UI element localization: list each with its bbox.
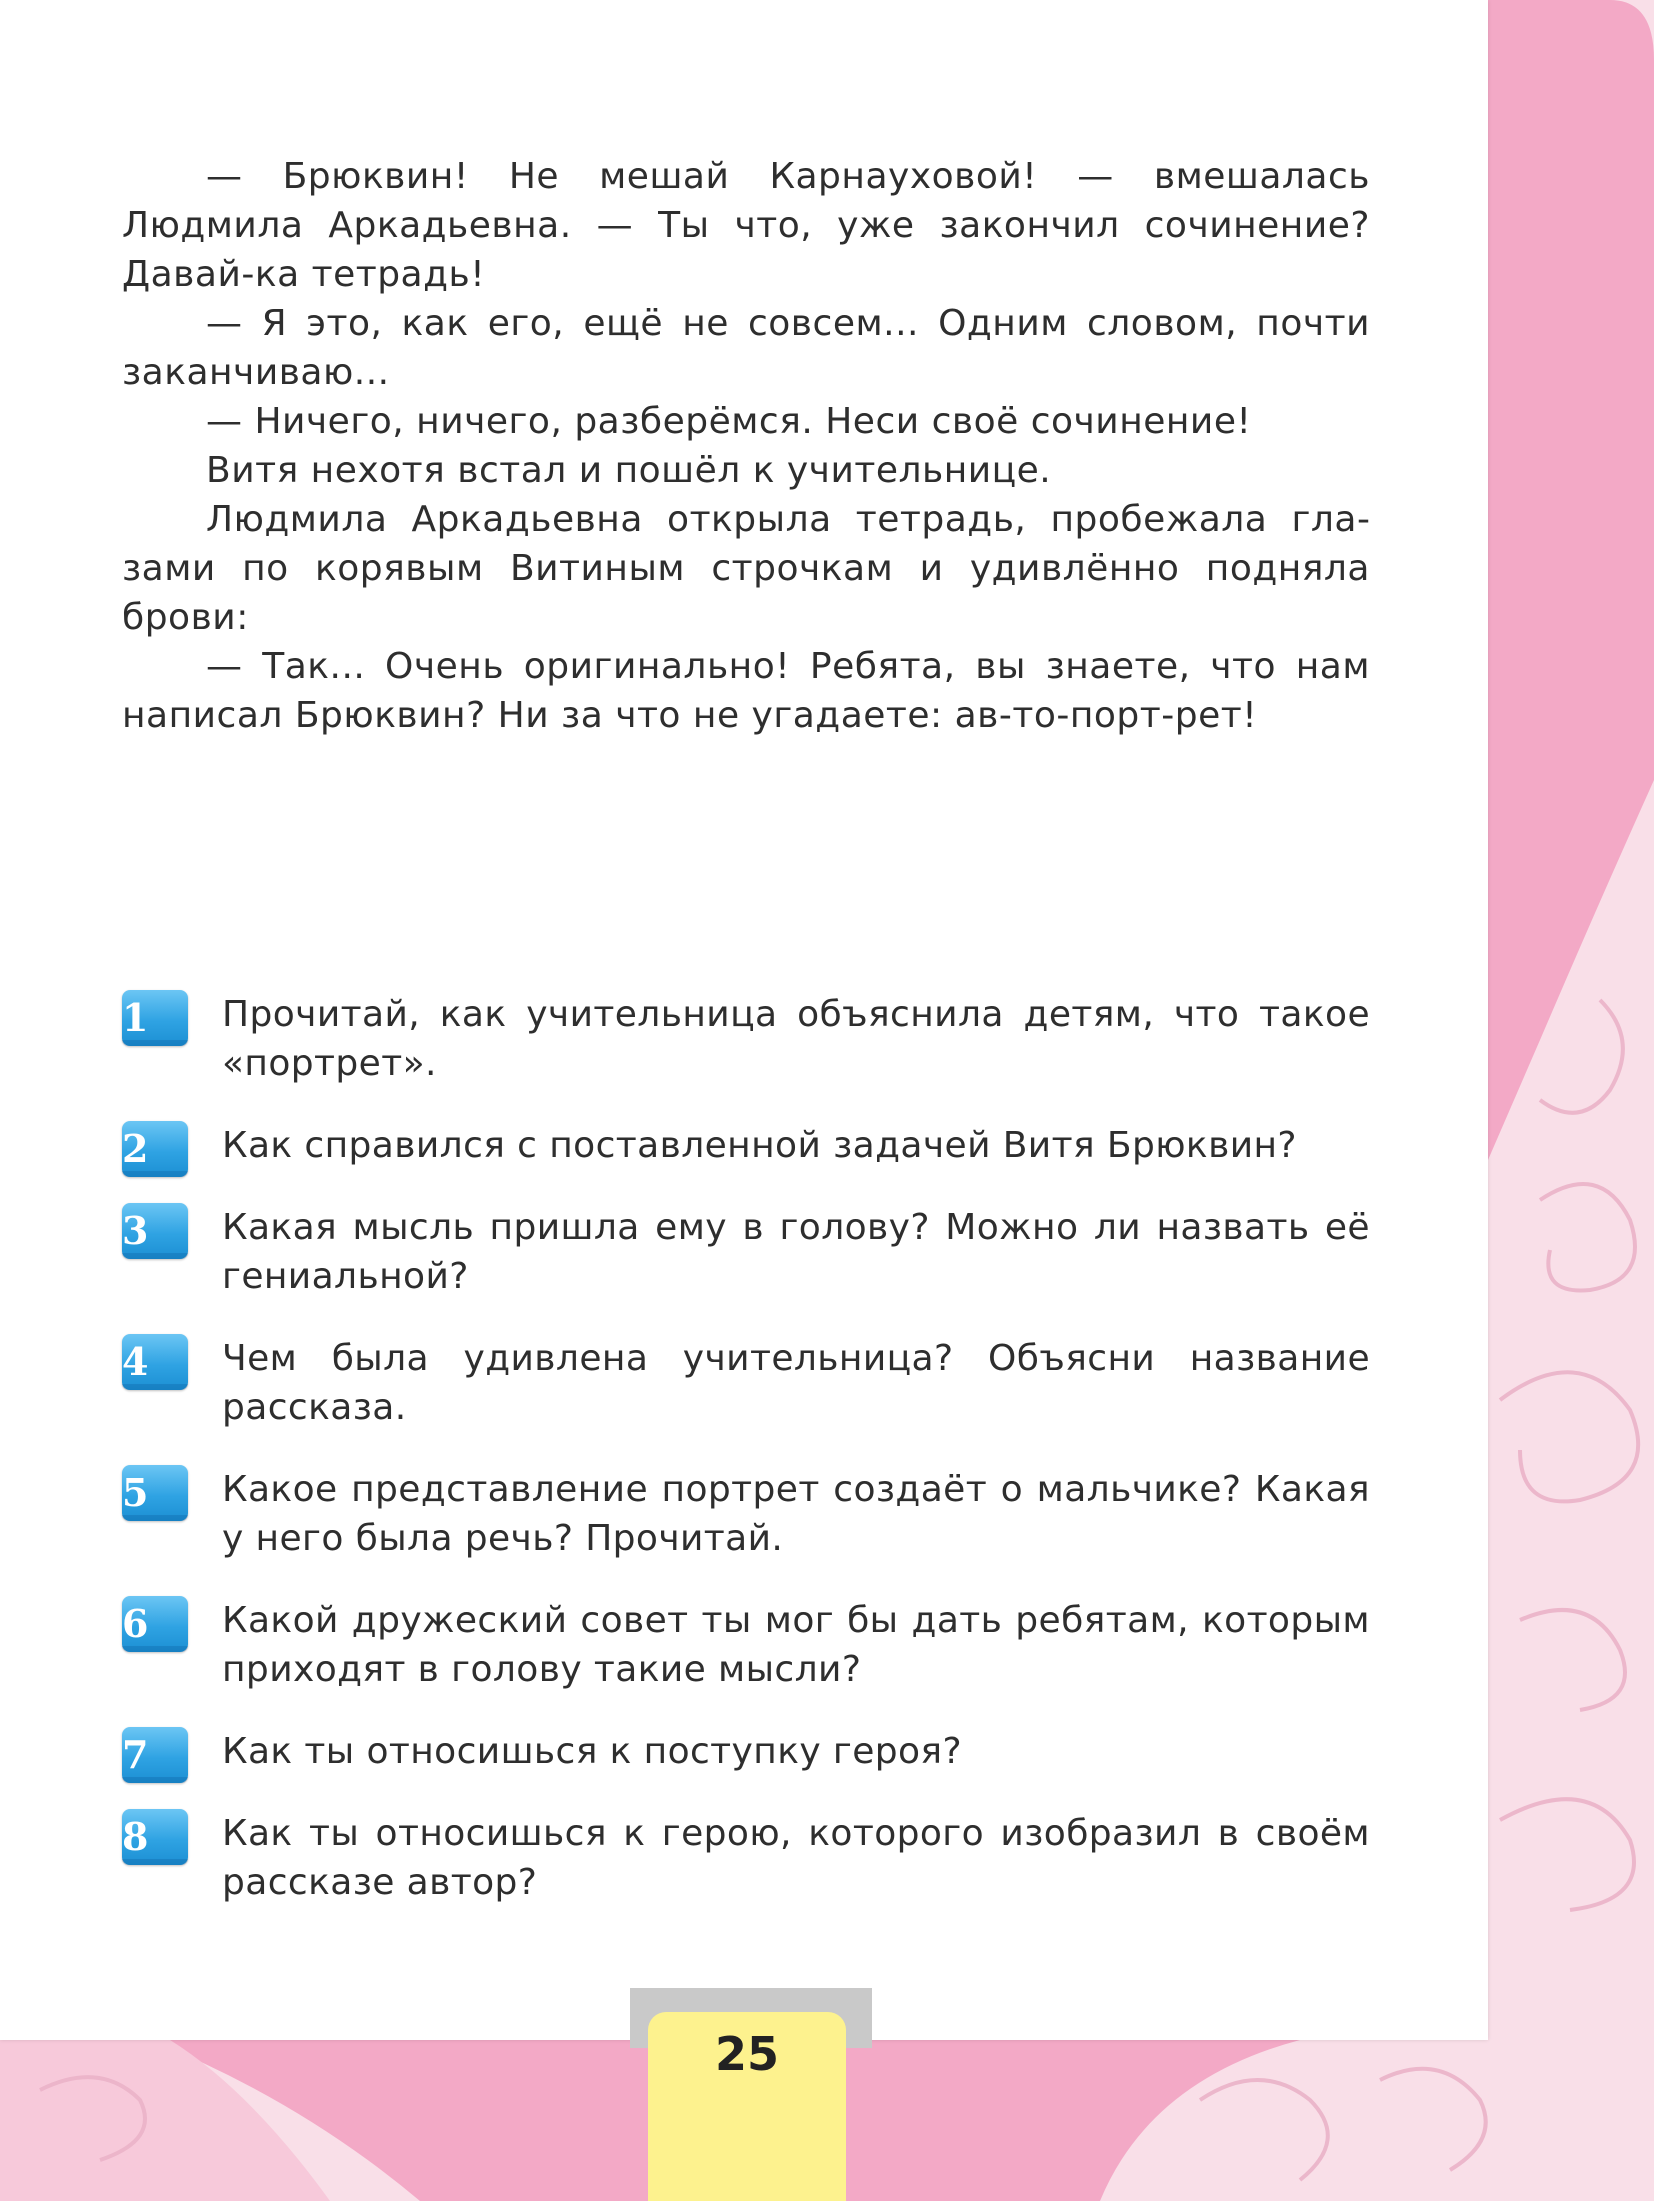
- question-text: Какое представление портрет создаёт о мальчике? Какая у него была речь? Прочитай.: [222, 1469, 1370, 1559]
- question-item: [122, 1727, 1370, 1776]
- question-text: Какая мысль пришла ему в голову? Можно ли назвать её гениальной?: [222, 1207, 1370, 1297]
- question-number-badge: 3: [122, 1203, 188, 1259]
- question-item: [122, 1809, 1370, 1907]
- page-number: 25: [648, 2012, 846, 2201]
- question-item: [122, 1121, 1370, 1170]
- question-item: [122, 1465, 1370, 1563]
- question-number-badge: 7: [122, 1727, 188, 1783]
- question-number-badge: 5: [122, 1465, 188, 1521]
- question-number-badge: 1: [122, 990, 188, 1046]
- question-text: Как ты относишься к поступку героя?: [222, 1731, 962, 1772]
- story-paragraph: Витя нехотя встал и пошёл к учительнице.: [206, 450, 1052, 491]
- question-item: [122, 990, 1370, 1088]
- story-paragraph: — Я это, как его, ещё не совсем... Одним словом, почти заканчиваю...: [122, 303, 1370, 393]
- question-text: Как справился с поставленной задачей Витя Брюквин?: [222, 1125, 1297, 1166]
- story-paragraph: — Брюквин! Не мешай Карнауховой! — вмешалась Людмила Аркадьевна. — Ты что, уже закончил сочинение? Давай-ка тетрадь!: [122, 156, 1370, 295]
- question-item: [122, 1596, 1370, 1694]
- question-number-badge: 4: [122, 1334, 188, 1390]
- question-number-badge: 8: [122, 1809, 188, 1865]
- question-item: [122, 1203, 1370, 1301]
- story-paragraph: — Ничего, ничего, разберёмся. Неси своё сочинение!: [206, 401, 1252, 442]
- question-number-badge: 6: [122, 1596, 188, 1652]
- question-text: Какой дружеский совет ты мог бы дать ребятам, которым приходят в голову такие мысли?: [222, 1600, 1370, 1690]
- question-text: Чем была удивлена учительница? Объясни название рассказа.: [222, 1338, 1370, 1428]
- question-text: Прочитай, как учительница объяснила детям, что такое «портрет».: [222, 994, 1370, 1084]
- question-text: Как ты относишься к герою, которого изобразил в своём рассказе автор?: [222, 1813, 1370, 1903]
- story-text: [122, 152, 1370, 740]
- question-number-badge: 2: [122, 1121, 188, 1177]
- story-paragraph: Людмила Аркадьевна открыла тетрадь, пробежала глазами по корявым Витиным строчкам и удивлённо подняла брови:: [122, 499, 1370, 638]
- questions-list: [122, 990, 1370, 1940]
- question-item: [122, 1334, 1370, 1432]
- story-paragraph: — Так... Очень оригинально! Ребята, вы знаете, что нам написал Брюквин? Ни за что не угадаете: ав-то-порт-рет!: [122, 646, 1370, 736]
